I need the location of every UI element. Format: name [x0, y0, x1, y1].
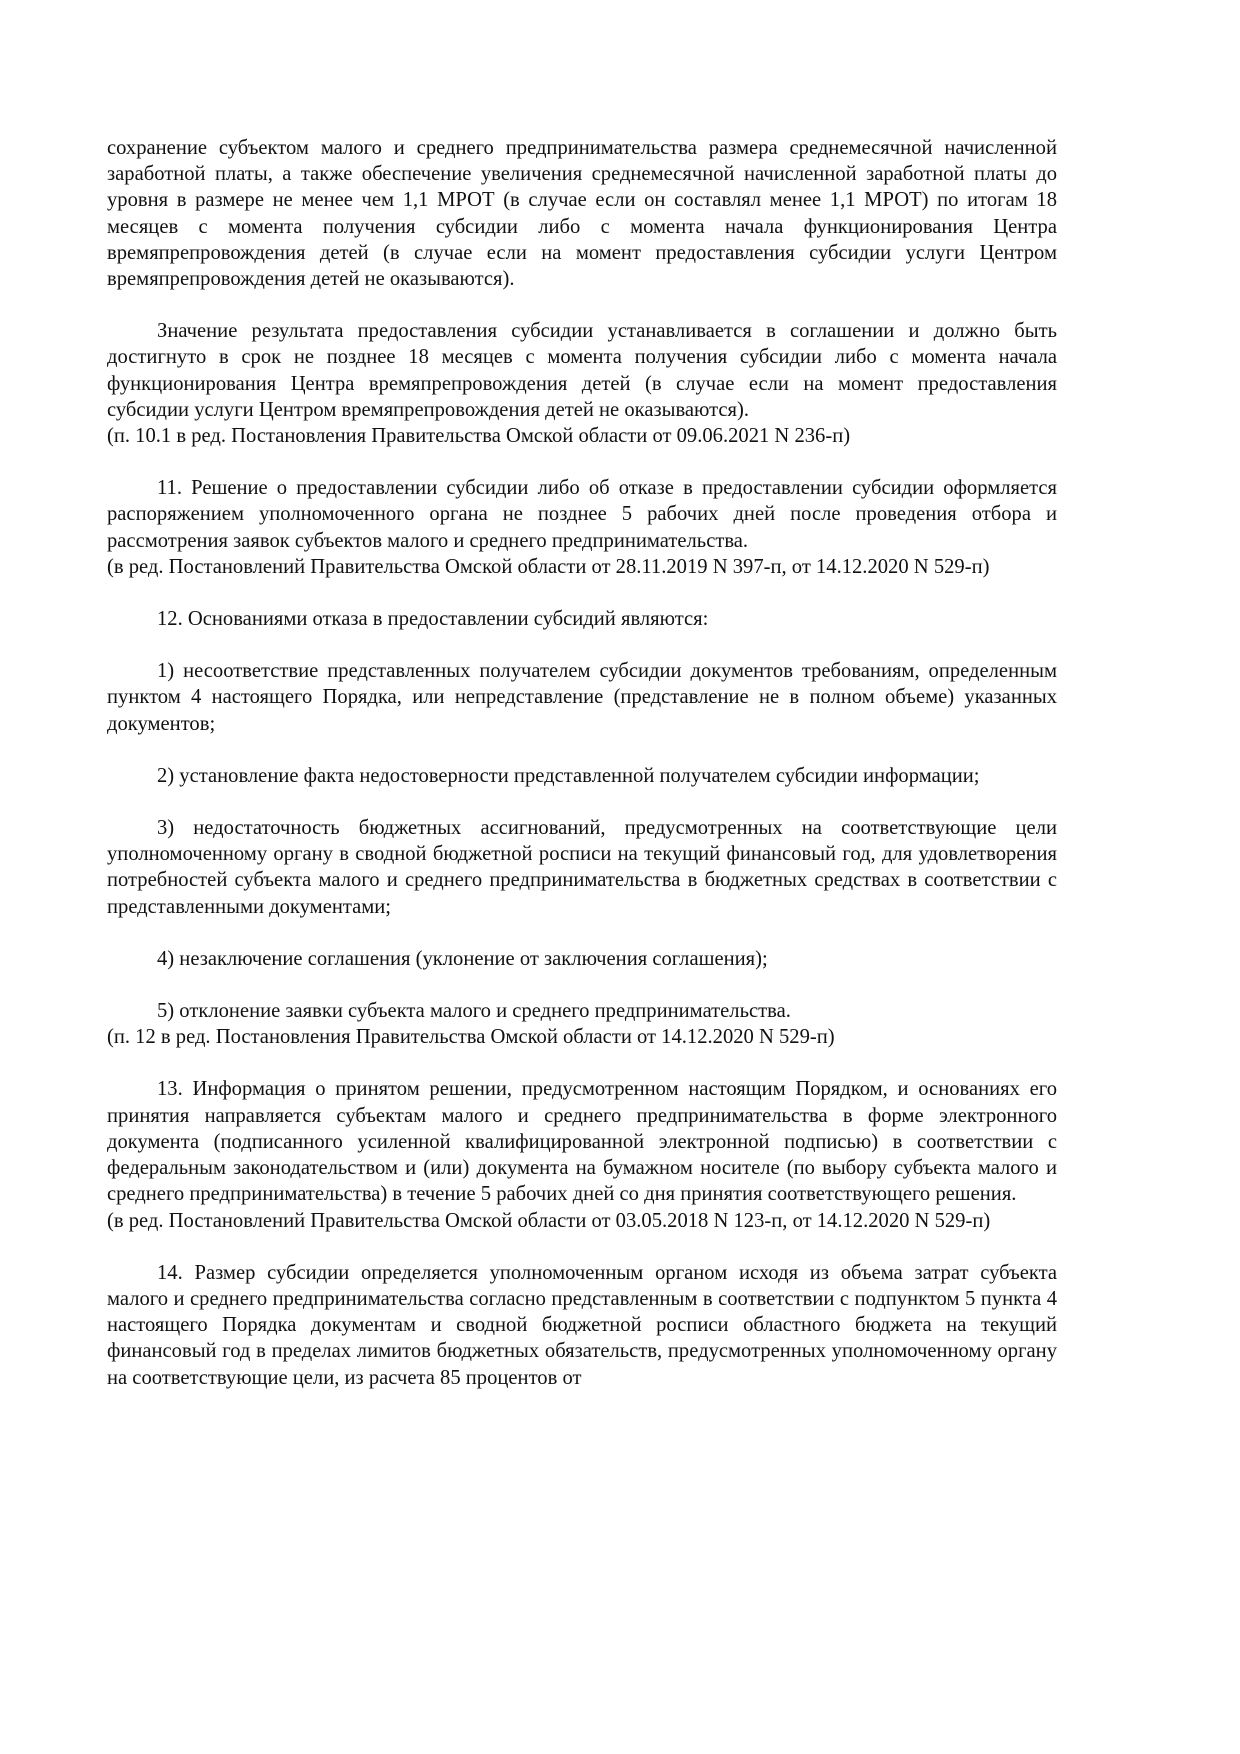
paragraph-12-item-3: 3) недостаточность бюджетных ассигнований, предусмотренных на соответствующие цели уполномоченному органу в сводной бюджетной росписи на текущий финансовый год, для удовлетворения потребностей субъекта малого и среднего предпринимательства в бюджетных средствах в соответствии с представленными документами; [107, 817, 1057, 918]
paragraph-12-item-4: 4) незаключение соглашения (уклонение от заключения соглашения); [157, 947, 768, 970]
paragraph-continuation: сохранение субъектом малого и среднего предпринимательства размера среднемесячной начисленной заработной платы, а также обеспечение увеличения среднемесячной начисленной заработной платы до уровня в размере не менее чем 1,1 МРОТ (в случае если он составлял менее 1,1 МРОТ) по итогам 18 месяцев с момента получения субсидии либо с момента начала функционирования Центра времяпрепровождения детей (в случае если на момент предоставления субсидии услуги Центром времяпрепровождения детей не оказываются). [107, 137, 1057, 291]
amendment-note-10-1: (п. 10.1 в ред. Постановления Правительства Омской области от 09.06.2021 N 236-п) [107, 425, 851, 448]
paragraph-12-item-5: 5) отклонение заявки субъекта малого и среднего предпринимательства. [157, 1000, 791, 1023]
paragraph-14: 14. Размер субсидии определяется уполномоченным органом исходя из объема затрат субъекта малого и среднего предпринимательства согласно представленным в соответствии с подпунктом 5 пункта 4 настоящего Порядка документам и сводной бюджетной росписи областного бюджета на текущий финансовый год в пределах лимитов бюджетных обязательств, предусмотренных уполномоченному органу на соответствующие цели, из расчета 85 процентов от [107, 1261, 1057, 1389]
document-page [107, 135, 1057, 1391]
amendment-note-12: (п. 12 в ред. Постановления Правительства Омской области от 14.12.2020 N 529-п) [107, 1026, 835, 1049]
paragraph-13: 13. Информация о принятом решении, предусмотренном настоящим Порядком, и основаниях его принятия направляется субъектам малого и среднего предпринимательства в форме электронного документа (подписанного усиленной квалифицированной электронной подписью) в соответствии с федеральным законодательством и (или) документа на бумажном носителе (по выбору субъекта малого и среднего предпринимательства) в течение 5 рабочих дней со дня принятия соответствующего решения. [107, 1078, 1057, 1206]
paragraph-11: 11. Решение о предоставлении субсидии либо об отказе в предоставлении субсидии оформляется распоряжением уполномоченного органа не позднее 5 рабочих дней после проведения отбора и рассмотрения заявок субъектов малого и среднего предпринимательства. [107, 477, 1057, 552]
paragraph-12-item-2: 2) установление факта недостоверности представленной получателем субсидии информации; [157, 764, 980, 787]
paragraph-12: 12. Основаниями отказа в предоставлении субсидий являются: [157, 608, 709, 631]
paragraph-result-value: Значение результата предоставления субсидии устанавливается в соглашении и должно быть достигнуто в срок не позднее 18 месяцев с момента получения субсидии либо с момента начала функционирования Центра времяпрепровождения детей (в случае если на момент предоставления субсидии услуги Центром времяпрепровождения детей не оказываются). [107, 320, 1057, 421]
amendment-note-13: (в ред. Постановлений Правительства Омской области от 03.05.2018 N 123-п, от 14.12.2020 N 529-п) [107, 1209, 991, 1232]
amendment-note-11: (в ред. Постановлений Правительства Омской области от 28.11.2019 N 397-п, от 14.12.2020 N 529-п) [107, 555, 990, 578]
paragraph-12-item-1: 1) несоответствие представленных получателем субсидии документов требованиям, определенным пунктом 4 настоящего Порядка, или непредставление (представление не в полном объеме) указанных документов; [107, 660, 1057, 735]
